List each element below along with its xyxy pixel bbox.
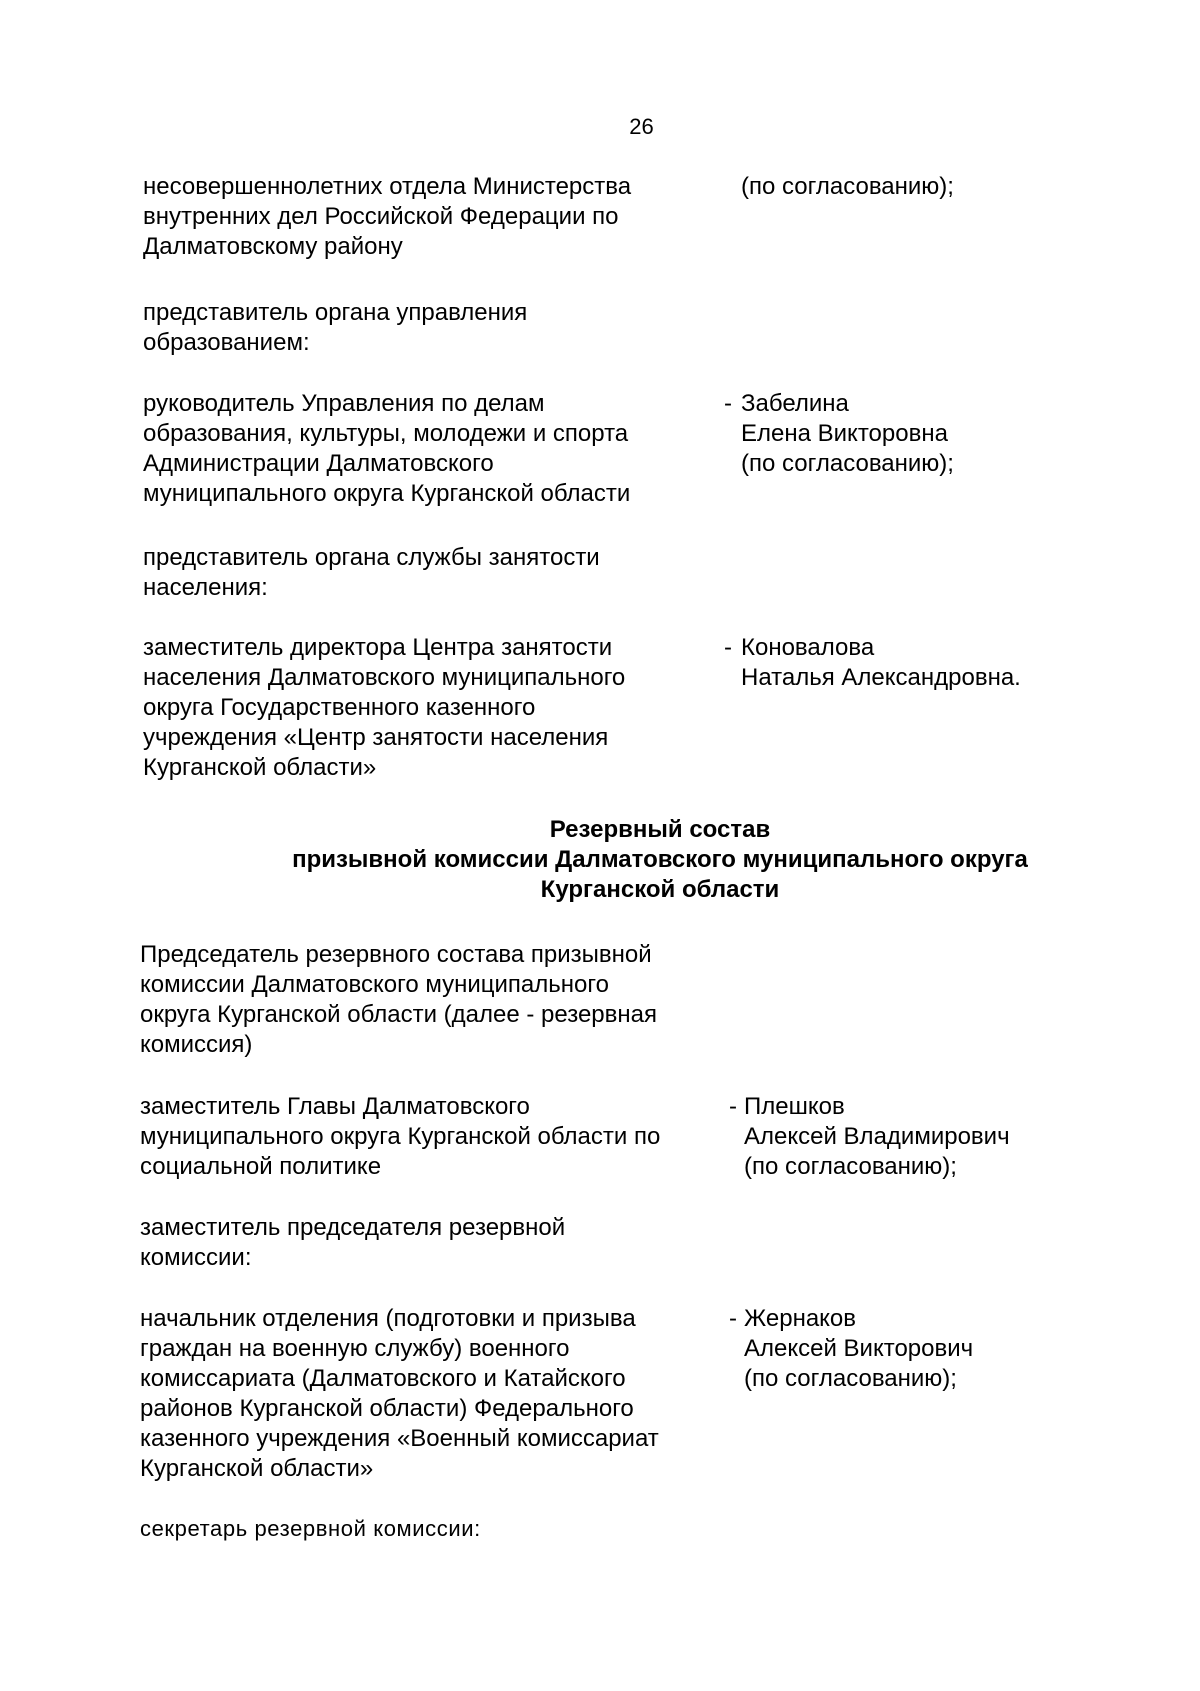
member-name: (по согласованию); [741, 173, 954, 200]
member-name: Коновалова Наталья Александровна. [741, 634, 1021, 691]
dash-separator: - [729, 1093, 737, 1120]
section-heading-line1: Резервный состав [549, 816, 771, 843]
role-label: секретарь резервной комиссии: [140, 1516, 481, 1541]
member-position: руководитель Управления по делам образования, культуры, молодежи и спорта Администрации Далматовского муниципального округа Курганской области [143, 390, 631, 507]
dash-separator: - [729, 1305, 737, 1332]
member-position: заместитель директора Центра занятости населения Далматовского муниципального округа Государственного казенного учреждения «Центр занятости населения Курганской области» [143, 634, 626, 781]
page-number: 26 [629, 114, 654, 139]
section-heading-line2: призывной комиссии Далматовского муниципального округа [292, 846, 1028, 873]
role-label: Председатель резервного состава призывной комиссии Далматовского муниципального округа Курганской области (далее - резервная комиссия) [140, 941, 657, 1058]
dash-separator: - [724, 634, 732, 661]
member-position: начальник отделения (подготовки и призыва граждан на военную службу) военного комиссариата (Далматовского и Катайского районов Курганской области) Федерального казенного учреждения «Военный комиссариат Курганской области» [140, 1305, 659, 1482]
section-heading-line3: Курганской области [540, 876, 780, 903]
section-label: представитель органа службы занятости населения: [143, 544, 600, 601]
dash-separator: - [724, 390, 732, 417]
role-label: заместитель председателя резервной комиссии: [140, 1214, 566, 1271]
member-name: Жернаков Алексей Викторович (по согласованию); [744, 1305, 974, 1392]
member-name: Плешков Алексей Владимирович (по согласованию); [744, 1093, 1010, 1180]
section-label: представитель органа управления образованием: [143, 299, 528, 356]
member-name: Забелина Елена Викторовна (по согласованию); [741, 390, 954, 477]
member-position: заместитель Главы Далматовского муниципального округа Курганской области по социальной политике [140, 1093, 661, 1180]
member-position: несовершеннолетних отдела Министерства внутренних дел Российской Федерации по Далматовскому району [143, 173, 632, 260]
